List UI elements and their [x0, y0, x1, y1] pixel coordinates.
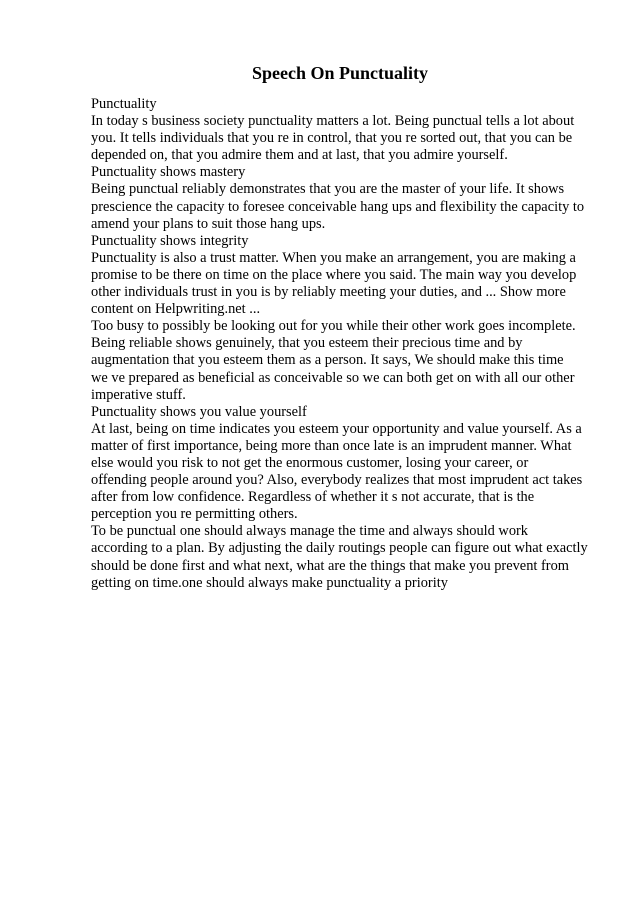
body-line: Being reliable shows genuinely, that you esteem their precious time and by	[91, 335, 523, 352]
body-line: we ve prepared as beneficial as conceivable so we can both get on with all our other	[91, 369, 575, 386]
body-line: prescience the capacity to foresee conceivable hang ups and flexibility the capacity to	[91, 198, 585, 215]
document-body	[91, 96, 601, 592]
body-line: depended on, that you admire them and at last, that you admire yourself.	[91, 147, 508, 164]
body-line: imperative stuff.	[91, 386, 186, 403]
body-line: In today s business society punctuality matters a lot. Being punctual tells a lot about	[91, 113, 575, 130]
body-line: perception you re permitting others.	[91, 506, 298, 523]
body-line: getting on time.one should always make punctuality a priority	[91, 574, 448, 591]
body-line: offending people around you? Also, everybody realizes that most imprudent act takes	[91, 472, 583, 489]
body-line: you. It tells individuals that you re in control, that you re sorted out, that you can be	[91, 130, 573, 147]
body-line: should be done first and what next, what are the things that make you prevent from	[91, 557, 569, 574]
body-line: To be punctual one should always manage the time and always should work	[91, 523, 529, 540]
body-line: At last, being on time indicates you esteem your opportunity and value yourself. As a	[91, 420, 582, 437]
body-line: augmentation that you esteem them as a person. It says, We should make this time	[91, 352, 564, 369]
body-line: Punctuality shows you value yourself	[91, 403, 307, 420]
body-line: matter of first importance, being more than once late is an imprudent manner. What	[91, 437, 572, 454]
body-line: Punctuality	[91, 96, 157, 112]
body-line: according to a plan. By adjusting the daily routings people can figure out what exactly	[91, 540, 588, 557]
body-line: amend your plans to suit those hang ups.	[91, 215, 326, 232]
body-line: Punctuality is also a trust matter. When you make an arrangement, you are making a	[91, 249, 576, 266]
body-line: Too busy to possibly be looking out for you while their other work goes incomplete.	[91, 318, 576, 335]
body-line: Punctuality shows integrity	[91, 232, 249, 249]
body-line: promise to be there on time on the place where you said. The main way you develop	[91, 266, 577, 283]
body-line: content on Helpwriting.net ...	[91, 301, 261, 318]
page-title: Speech On Punctuality	[251, 63, 429, 83]
body-line: after from low confidence. Regardless of whether it s not accurate, that is the	[91, 489, 535, 506]
body-line: other individuals trust in you is by reliably meeting your duties, and ... Show more	[91, 284, 566, 301]
body-line: Punctuality shows mastery	[91, 164, 246, 181]
body-line: Being punctual reliably demonstrates that you are the master of your life. It shows	[91, 181, 565, 198]
body-line: else would you risk to not get the enormous customer, losing your career, or	[91, 454, 529, 471]
